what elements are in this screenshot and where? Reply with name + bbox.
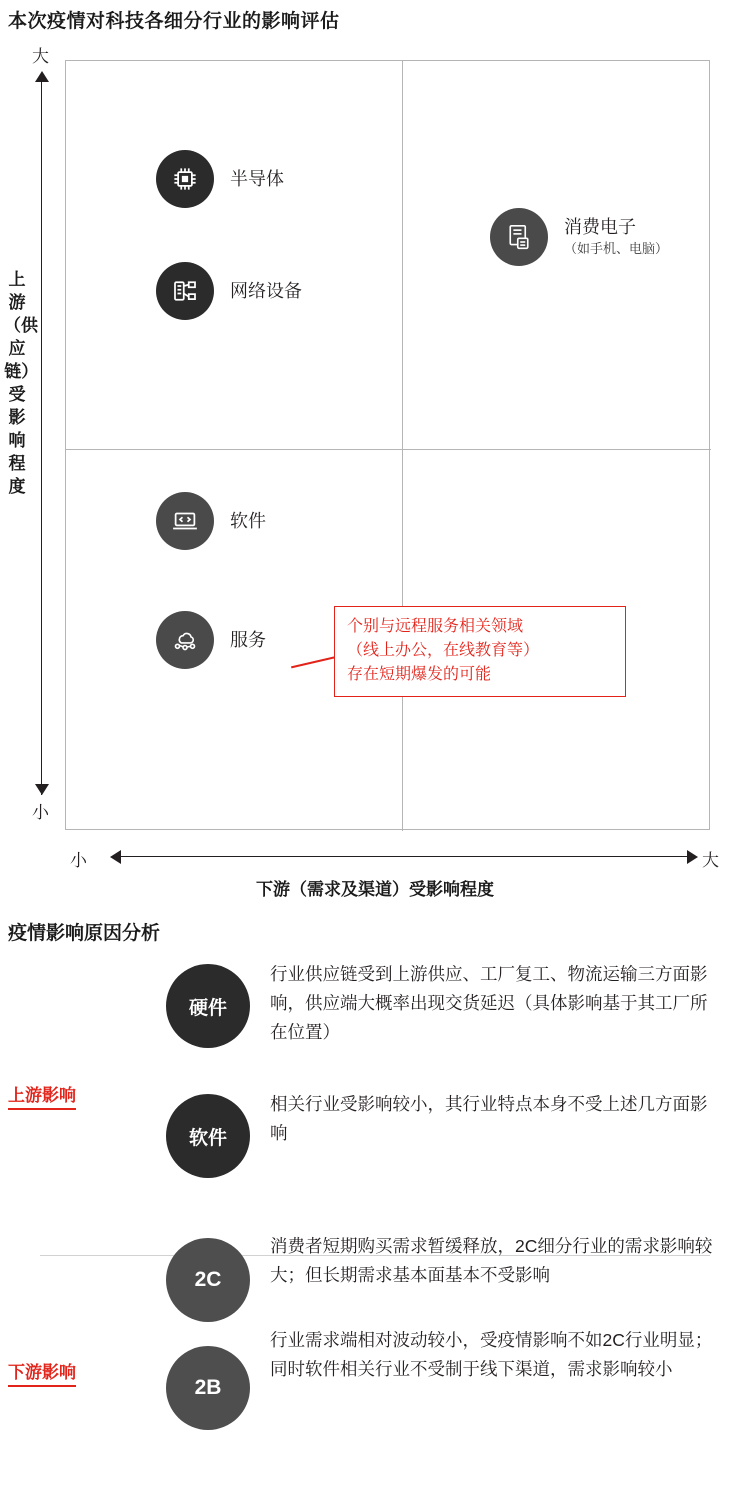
y-axis-title: 上游（供应链）受影响程度: [4, 270, 38, 496]
analysis-row-badge-col: [0, 1318, 270, 1438]
analysis-row-badge-col: [0, 1070, 270, 1190]
badge-hardware: 硬件: [166, 964, 250, 1048]
group-label-upstream: 上游影响: [8, 1081, 76, 1110]
y-axis-bottom-label: 小: [32, 803, 49, 822]
callout-line-1: 个别与远程服务相关领域: [347, 618, 524, 635]
analysis-row-badge-col: [0, 960, 270, 1070]
matrix-item-text: [230, 280, 302, 302]
matrix-item-sublabel: （如手机、电脑）: [564, 241, 669, 256]
network-device-icon: [156, 262, 214, 320]
matrix-item-text: [230, 510, 266, 532]
analysis-row-badge-col: [0, 1190, 270, 1318]
matrix-item-consumer-electronics[interactable]: [490, 208, 668, 266]
chip-icon: [156, 150, 214, 208]
matrix-item-service[interactable]: [156, 611, 266, 669]
y-axis-line: [41, 80, 42, 795]
laptop-code-icon: [156, 492, 214, 550]
consumer-electronics-icon: [490, 208, 548, 266]
x-axis-arrow-left-icon: [110, 850, 121, 864]
matrix-item-label: 消费电子: [564, 217, 636, 237]
analysis-section-title: 疫情影响原因分析: [8, 923, 161, 944]
x-axis-arrow-right-icon: [687, 850, 698, 864]
y-axis-arrow-up-icon: [35, 71, 49, 82]
analysis-row-hardware: [0, 960, 750, 1070]
analysis-text-hardware: 行业供应链受到上游供应、工厂复工、物流运输三方面影响，供应端大概率出现交货延迟（具体影响基于其工厂所在位置）: [270, 964, 708, 1042]
matrix-item-semiconductor[interactable]: [156, 150, 284, 208]
analysis-row-2b: [0, 1318, 750, 1438]
callout-line-3: 存在短期爆发的可能: [347, 666, 492, 683]
matrix-vertical-divider: [402, 61, 403, 831]
matrix-item-label: 软件: [230, 511, 266, 531]
cloud-service-icon: [156, 611, 214, 669]
group-label-downstream: 下游影响: [8, 1358, 76, 1387]
matrix-item-software[interactable]: [156, 492, 266, 550]
matrix-item-text: [230, 629, 266, 651]
matrix-item-label: 半导体: [230, 169, 284, 189]
matrix-horizontal-divider: [66, 449, 711, 450]
matrix-item-label: 服务: [230, 630, 266, 650]
y-axis-arrow-down-icon: [35, 784, 49, 795]
impact-matrix-chart: [0, 40, 750, 899]
matrix-item-text: [230, 168, 284, 190]
callout-line-2: （线上办公，在线教育等）: [347, 642, 540, 659]
x-axis-left-label: 小: [70, 851, 87, 870]
analysis-text-2c: 消费者短期购买需求暂缓释放，2C细分行业的需求影响较大；但长期需求基本面基本不受影响: [270, 1236, 713, 1285]
analysis-rows: [0, 960, 750, 1438]
analysis-row-software: [0, 1070, 750, 1190]
badge-2b: 2B: [166, 1346, 250, 1430]
badge-software: 软件: [166, 1094, 250, 1178]
analysis-text-2b: 行业需求端相对波动较小，受疫情影响不如2C行业明显；同时软件相关行业不受制于线下渠道，需求影响较小: [270, 1330, 713, 1379]
y-axis-top-label: 大: [32, 47, 49, 66]
analysis-text-software: 相关行业受影响较小，其行业特点本身不受上述几方面影响: [270, 1094, 708, 1143]
matrix-item-network-equipment[interactable]: [156, 262, 302, 320]
x-axis-line: [118, 856, 688, 857]
matrix-item-text: [564, 216, 668, 258]
page-title: 本次疫情对科技各细分行业的影响评估: [8, 11, 340, 32]
x-axis-right-label: 大: [702, 851, 719, 870]
analysis-row-2c: [0, 1190, 750, 1318]
callout-remote-service: [334, 606, 626, 697]
badge-2c: 2C: [166, 1238, 250, 1322]
x-axis-title: 下游（需求及渠道）受影响程度: [256, 880, 494, 899]
matrix-item-label: 网络设备: [230, 281, 302, 301]
